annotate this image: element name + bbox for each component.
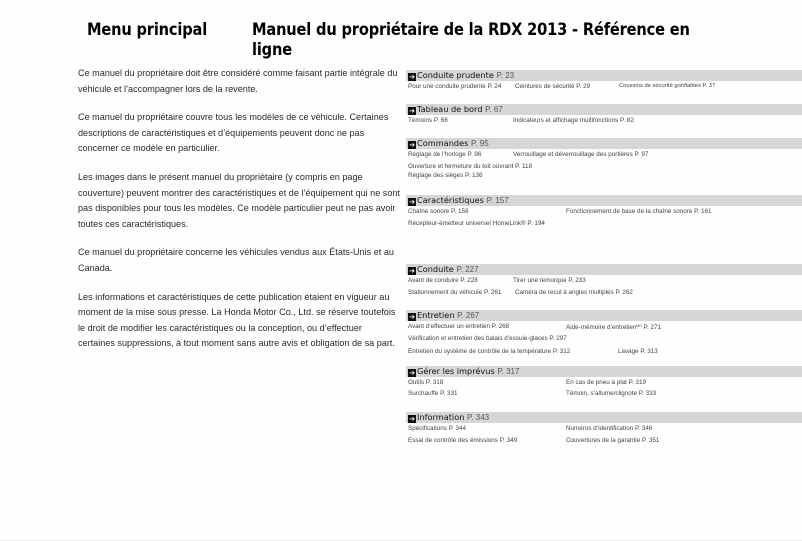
toc-row [406, 321, 802, 333]
section-page: P. 227 [456, 265, 479, 274]
toc-row [406, 346, 802, 357]
toc-row [406, 287, 802, 296]
section-link[interactable] [406, 310, 802, 321]
toc-link[interactable]: Réglage de l’horloge P. 96 [408, 151, 482, 158]
toc-section-entretien [406, 310, 802, 357]
section-page: P. 67 [485, 105, 503, 114]
toc-link[interactable]: Spécifications P. 344 [408, 425, 466, 432]
page-title: Manuel du propriétaire de la RDX 2013 - Référence en ligne [252, 20, 690, 60]
toc-link[interactable]: Témoins P. 68 [408, 117, 448, 124]
section-title: Information [417, 412, 465, 422]
section-page: P. 157 [486, 196, 509, 205]
toc-link[interactable]: Verrouillage et déverrouillage des portières P. 97 [513, 151, 649, 158]
toc-link[interactable]: Ouverture et fermeture du toit ouvrant P. 118 [408, 163, 533, 170]
section-title: Gérer les imprévus [417, 366, 495, 376]
section-page: P. 267 [457, 311, 480, 320]
toc-section-conduite [406, 264, 802, 296]
toc-section-caracteristiques [406, 195, 802, 229]
section-title: Conduite [417, 264, 454, 274]
toc-row [406, 218, 802, 229]
toc-row [406, 206, 802, 218]
toc-link[interactable]: Avant de conduire P. 228 [408, 277, 478, 284]
section-title: Conduite prudente [417, 70, 494, 80]
section-title: Entretien [417, 310, 455, 320]
toc-link-text: Aide-mémoire d’entretien [566, 324, 637, 331]
intro-paragraph: Ce manuel du propriétaire concerne les véhicules vendus aux États-Unis et au Canada. [78, 247, 394, 273]
toc-row [406, 170, 802, 179]
section-title: Commandes [417, 138, 469, 148]
toc-link[interactable]: Récepteur-émetteur universel HomeLink® P. 194 [408, 220, 545, 227]
arrow-right-box-icon: ➔ [409, 313, 415, 321]
toc-link[interactable]: Stationnement du véhicule P. 261 [408, 289, 502, 296]
toc-link-page: P. 271 [643, 324, 661, 331]
toc-link[interactable]: Pour une conduite prudente P. 24 [408, 83, 502, 90]
toc-link[interactable]: Lavage P. 313 [618, 348, 658, 355]
toc-row [406, 333, 802, 346]
toc-link[interactable]: Tirer une remorque P. 233 [513, 277, 586, 284]
toc-link[interactable]: Outils P. 318 [408, 379, 444, 386]
arrow-right-box-icon: ➔ [409, 415, 415, 423]
section-link[interactable] [406, 104, 802, 115]
arrow-right-box-icon: ➔ [409, 107, 415, 115]
toc-section-commandes [406, 138, 802, 179]
intro-paragraph: Ce manuel du propriétaire doit être considéré comme faisant partie intégrale du véhicule et l’accompagner lors de la revente. [78, 68, 398, 94]
toc-link[interactable]: Indicateurs et affichage multifonctions P. 82 [513, 117, 634, 124]
section-title: Tableau de bord [417, 104, 483, 114]
section-link[interactable] [406, 70, 802, 81]
toc-link[interactable]: Surchauffe P. 331 [408, 390, 458, 397]
toc-row [406, 423, 802, 435]
section-page: P. 95 [471, 139, 489, 148]
toc-link[interactable]: Fonctionnement de base de la chaîne sonore P. 161 [566, 208, 712, 215]
toc-link[interactable]: Ceintures de sécurité P. 29 [515, 83, 591, 90]
intro-text [78, 66, 400, 365]
toc-link[interactable]: En cas de pneu à plat P. 319 [566, 379, 647, 386]
toc-link[interactable]: Entretien du système de contrôle de la température P. 312 [408, 348, 571, 355]
toc-row [406, 435, 802, 446]
toc-link[interactable] [566, 321, 661, 333]
toc-link[interactable]: Coussins de sécurité gonflables P. 37 [619, 83, 716, 89]
toc-link[interactable]: Couvertures de la garantie P. 351 [566, 437, 660, 444]
toc-section-gerer-les-imprevus [406, 366, 802, 397]
arrow-right-box-icon: ➔ [409, 369, 415, 377]
trademark-md: MD [636, 324, 642, 328]
toc-row [406, 149, 802, 161]
toc-link[interactable]: Chaîne sonore P. 158 [408, 208, 469, 215]
arrow-right-box-icon: ➔ [409, 198, 415, 206]
toc-section-information [406, 412, 802, 446]
section-link[interactable] [406, 138, 802, 149]
section-link[interactable] [406, 264, 802, 275]
toc-section-tableau-de-bord [406, 104, 802, 126]
section-link[interactable] [406, 366, 802, 377]
section-page: P. 317 [497, 367, 520, 376]
toc-row [406, 275, 802, 287]
toc-link[interactable]: Vérification et entretien des balais d’essuie-glaces P. 297 [408, 335, 567, 342]
toc-row [406, 81, 802, 92]
toc-row [406, 161, 802, 170]
toc-row [406, 388, 802, 397]
intro-paragraph: Les images dans le présent manuel du propriétaire (y compris en page couverture) peuvent montrer des caractéristiques et de l’équipement qui ne sont pas disponibles pour tous les modèles. Ce modèle particulier peut ne pas avoir toutes ces caractéristiques. [78, 171, 400, 229]
toc-section-conduite-prudente [406, 70, 802, 92]
section-link[interactable] [406, 412, 802, 423]
toc-link[interactable]: Réglage des sièges P. 136 [408, 172, 483, 179]
section-link[interactable] [406, 195, 802, 206]
toc-link[interactable]: Témoin, s’allume/clignote P. 333 [566, 390, 657, 397]
menu-principal-link[interactable]: Menu principal [87, 20, 208, 40]
section-title: Caractéristiques [417, 195, 484, 205]
arrow-right-box-icon: ➔ [409, 141, 415, 149]
toc-link[interactable]: Avant d’effectuer un entretien P. 268 [408, 323, 510, 330]
toc-row [406, 115, 802, 126]
arrow-right-box-icon: ➔ [409, 267, 415, 275]
intro-paragraph: Les informations et caractéristiques de cette publication étaient en vigueur au moment de la mise sous presse. La Honda Motor Co., Ltd. se réserve toutefois le droit de modifier les caractéristiques ou la conception, ou d’effectuer certaines suppressions, à tout moment sans autre avis et obligation de sa part. [78, 291, 396, 349]
toc-link[interactable]: Essai de contrôle des émissions P. 349 [408, 437, 518, 444]
section-page: P. 23 [496, 71, 515, 80]
arrow-right-box-icon: ➔ [409, 73, 415, 81]
toc-link[interactable]: Caméra de recul à angles multiples P. 262 [515, 289, 633, 296]
toc-row [406, 377, 802, 388]
toc-link[interactable]: Numéros d’identification P. 346 [566, 425, 653, 432]
intro-paragraph: Ce manuel du propriétaire couvre tous les modèles de ce véhicule. Certaines descriptions de caractéristiques et d’équipements peuvent donc ne pas concerner ce modèle en particulier. [78, 112, 389, 154]
section-page: P. 343 [467, 413, 490, 422]
